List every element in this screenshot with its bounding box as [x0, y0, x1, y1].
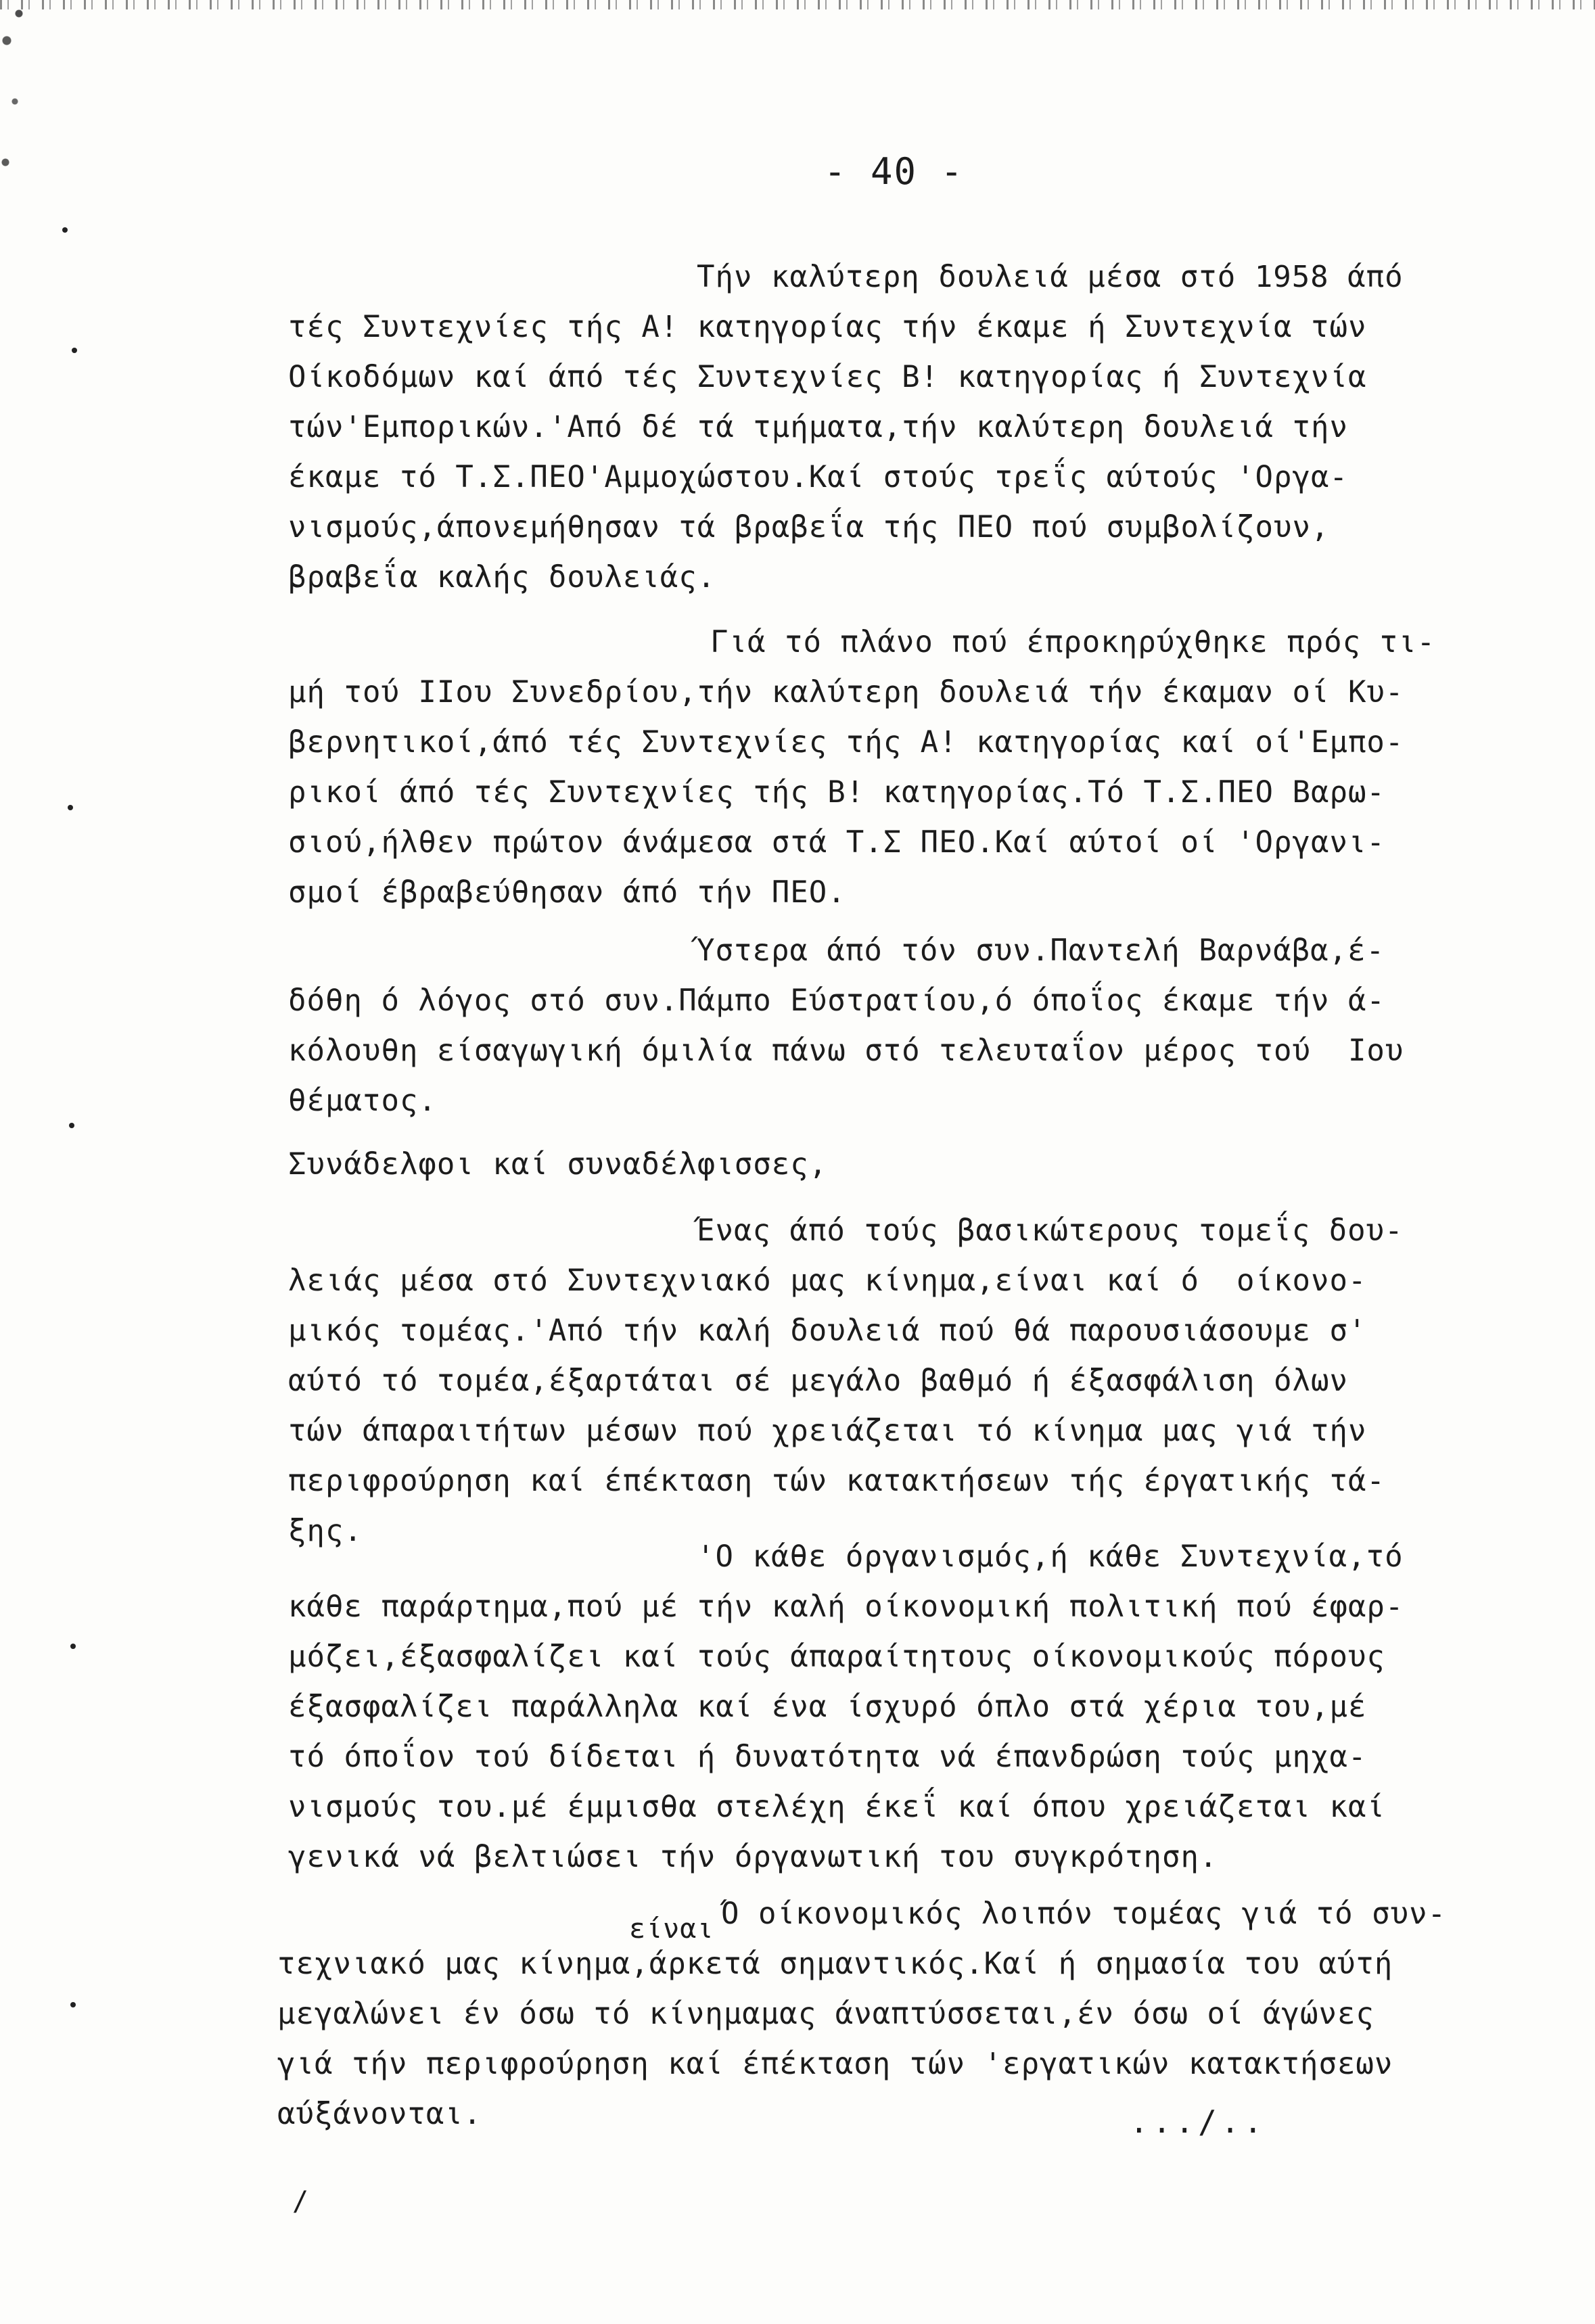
- text-line: βερνητικοί,άπό τές Συντεχνίες τής Α! κατηγορίας καί οί'Εμπο-: [288, 725, 1404, 760]
- text-line: έξασφαλίζει παράλληλα καί ένα ίσχυρό όπλο στά χέρια του,μέ: [288, 1690, 1367, 1724]
- continuation-mark: .../..: [1130, 2104, 1267, 2140]
- text-line: γενικά νά βελτιώσει τήν όργανωτική του συγκρότηση.: [288, 1840, 1218, 1874]
- page-number: - 40 -: [824, 150, 965, 193]
- text-line: μή τού ΙΙου Συνεδρίου,τήν καλύτερη δουλειά τήν έκαμαν οί Κυ-: [288, 675, 1404, 710]
- text-line: έκαμε τό Τ.Σ.ΠΕΟ'Αμμοχώστου.Καί στούς τρεΐς αύτούς 'Οργα-: [288, 460, 1348, 494]
- text-line: δόθη ό λόγος στό συν.Πάμπο Εύστρατίου,ό όποΐος έκαμε τήν ά-: [288, 983, 1385, 1018]
- text-line: Ό οίκονομικός λοιπόν τομέας γιά τό συν-: [721, 1897, 1447, 1931]
- scan-edge-top: [0, 0, 1595, 9]
- text-line: αύτό τό τομέα,έξαρτάται σέ μεγάλο βαθμό ή έξασφάλιση όλων: [288, 1364, 1348, 1398]
- text-line: τών άπαραιτήτων μέσων πού χρειάζεται τό κίνημα μας γιά τήν: [288, 1414, 1367, 1448]
- text-line: γιά τήν περιφρούρηση καί έπέκταση τών 'εργατικών κατακτήσεων: [277, 2047, 1393, 2081]
- text-line: νισμούς,άπονεμήθησαν τά βραβεΐα τής ΠΕΟ πού συμβολίζουν,: [288, 510, 1330, 544]
- text-line: Τήν καλύτερη δουλειά μέσα στό 1958 άπό: [697, 260, 1404, 294]
- text-line: σιού,ήλθεν πρώτον άνάμεσα στά Τ.Σ ΠΕΟ.Καί αύτοί οί 'Οργανι-: [288, 825, 1385, 860]
- scan-speck: [72, 348, 77, 353]
- text-line: θέματος.: [288, 1084, 437, 1118]
- text-line: μόζει,έξασφαλίζει καί τούς άπαραίτητους οίκονομικούς πόρους: [288, 1640, 1385, 1674]
- scan-speck: [70, 2002, 76, 2007]
- text-line: νισμούς του.μέ έμμισθα στελέχη έκεΐ καί όπου χρειάζεται καί: [288, 1790, 1385, 1824]
- text-line: τών'Εμπορικών.'Από δέ τά τμήματα,τήν καλύτερη δουλειά τήν: [288, 410, 1348, 444]
- text-line: μικός τομέας.'Από τήν καλή δουλειά πού θά παρουσιάσουμε σ': [288, 1314, 1367, 1348]
- scan-speck: [68, 805, 73, 810]
- scan-speck: [69, 1123, 74, 1128]
- scan-edge-left: [0, 0, 27, 216]
- text-line: ξης.: [288, 1514, 363, 1548]
- text-line: Ύστερα άπό τόν συν.Παντελή Βαρνάβα,έ-: [697, 933, 1385, 968]
- text-line: Γιά τό πλάνο πού έπροκηρύχθηκε πρός τι-: [710, 625, 1436, 659]
- text-line: μεγαλώνει έν όσω τό κίνημαμας άναπτύσσεται,έν όσω οί άγώνες: [277, 1997, 1374, 2031]
- text-line: Ένας άπό τούς βασικώτερους τομεΐς δου-: [697, 1213, 1404, 1248]
- text-line: σμοί έβραβεύθησαν άπό τήν ΠΕΟ.: [288, 875, 846, 910]
- text-line: αύξάνονται.: [277, 2097, 482, 2131]
- stray-mark: /: [292, 2186, 309, 2217]
- text-line: κάθε παράρτημα,πού μέ τήν καλή οίκονομική πολιτική πού έφαρ-: [288, 1589, 1404, 1624]
- text-line: λειάς μέσα στό Συντεχνιακό μας κίνημα,είναι καί ό οίκονο-: [288, 1263, 1367, 1298]
- text-line: ρικοί άπό τές Συντεχνίες τής Β! κατηγορίας.Τό Τ.Σ.ΠΕΟ Βαρω-: [288, 775, 1385, 810]
- text-line: περιφρούρηση καί έπέκταση τών κατακτήσεων τής έργατικής τά-: [288, 1464, 1385, 1498]
- text-line: βραβεΐα καλής δουλειάς.: [288, 560, 716, 595]
- salutation: Συνάδελφοι καί συναδέλφισσες,: [288, 1147, 828, 1182]
- text-line: τές Συντεχνίες τής Α! κατηγορίας τήν έκαμε ή Συντεχνία τών: [288, 310, 1367, 344]
- text-line: τό όποΐον τού δίδεται ή δυνατότητα νά έπανδρώση τούς μηχα-: [288, 1740, 1367, 1774]
- text-line: Οίκοδόμων καί άπό τές Συντεχνίες Β! κατηγορίας ή Συντεχνία: [288, 360, 1367, 394]
- scan-speck: [62, 227, 68, 233]
- scan-speck: [70, 1644, 76, 1649]
- inserted-word: είναι: [629, 1913, 714, 1945]
- text-line: 'Ο κάθε όργανισμός,ή κάθε Συντεχνία,τό: [697, 1539, 1404, 1574]
- text-line: κόλουθη είσαγωγική όμιλία πάνω στό τελευταΐον μέρος τού Ιου: [288, 1033, 1404, 1068]
- text-line: τεχνιακό μας κίνημα,άρκετά σημαντικός.Καί ή σημασία του αύτή: [277, 1947, 1393, 1981]
